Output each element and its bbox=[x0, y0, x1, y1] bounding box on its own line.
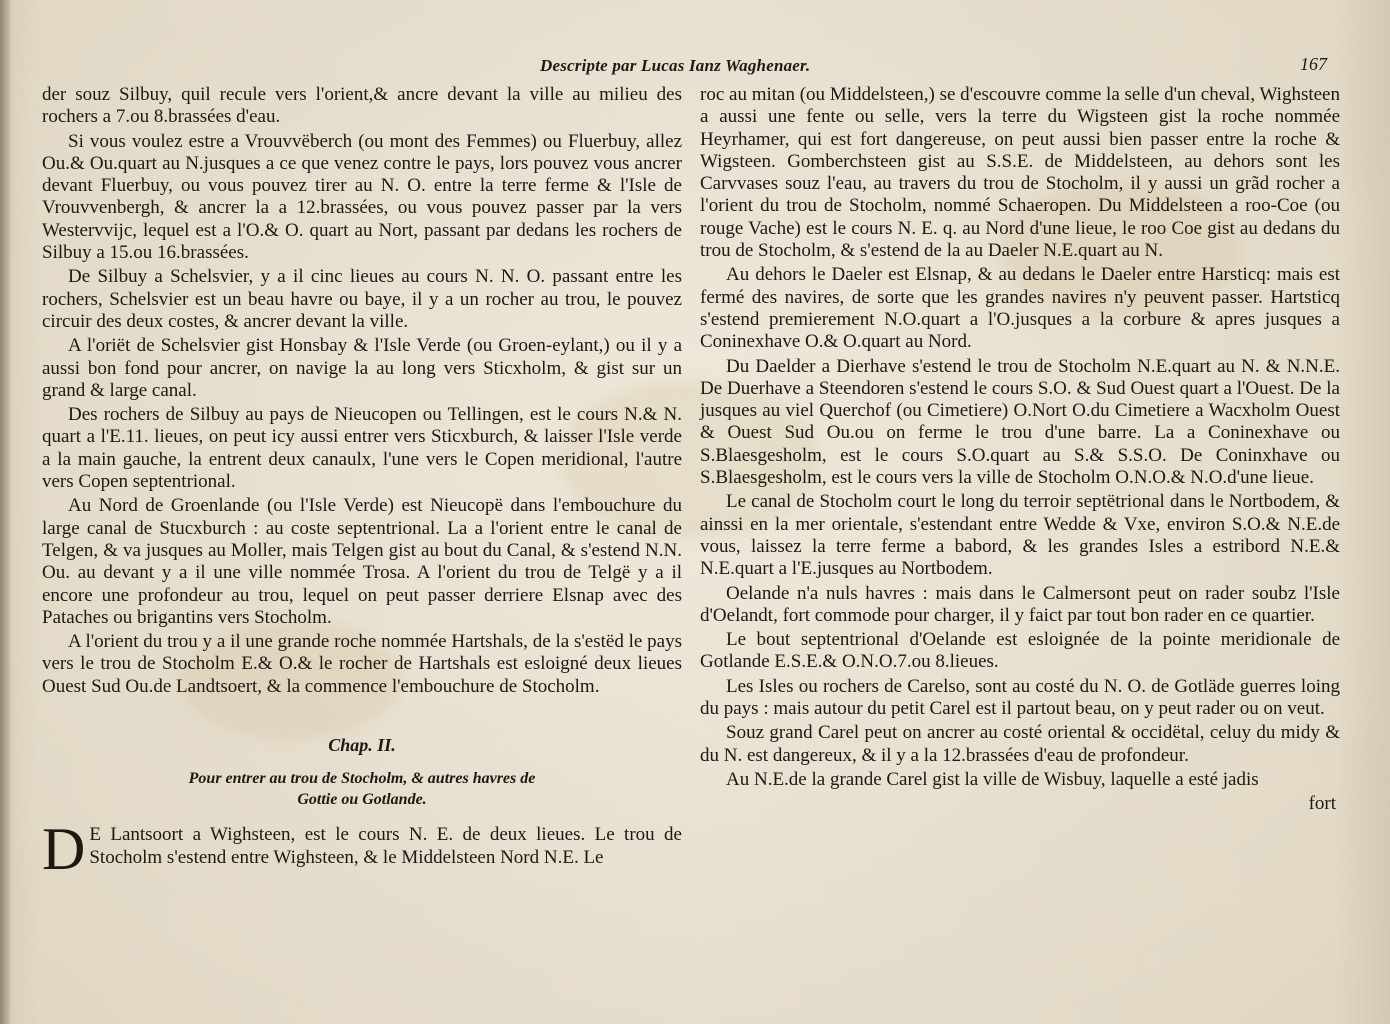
paragraph: Au N.E.de la grande Carel gist la ville de Wisbuy, laquelle a esté jadis bbox=[726, 768, 1259, 790]
paragraph: roc au mitan (ou Middelsteen,) se d'escouvre comme la selle d'un cheval, Wighsteen a aussi une fente ou selle, vers la terre du Wigsteen gist la roche nommée Heyrhamer, qui est fort dangereuse, on peut aussi bien passer entre la roche & Wigsteen. Gomberchsteen gist au S.S.E. de Middelsteen, au dehors sont les Carvvases souz l'eau, au travers du trou de Stocholm, il y aussi un grãd rocher a l'orient du trou de Stocholm, nommé Schaeropen. Du Middelsteen a roo-Coe (ou rouge Vache) est le cours N. E. q. au Nord d'une lieue, le roo Coe gist au dedans du trou de Stocholm, & s'estend de la au Daeler N.E.quart au N. bbox=[700, 84, 1340, 262]
left-column bbox=[42, 84, 682, 883]
paragraph: Le bout septentrional d'Oelande est esloignée de la pointe meridionale de Gotlande E.S.E.& O.N.O.7.ou 8.lieues. bbox=[700, 629, 1340, 673]
paragraph: Souz grand Carel peut on ancrer au costé oriental & occidëtal, celuy du midy & du N. est dangereux, & il y a la 12.brassées d'eau de profondeur. bbox=[700, 722, 1340, 766]
right-column bbox=[700, 84, 1340, 816]
chapter-subtitle-line: Pour entrer au trou de Stocholm, & autres havres de bbox=[188, 770, 536, 788]
chapter-subtitle-line: Gottie ou Gotlande. bbox=[297, 791, 427, 809]
page-gutter bbox=[0, 0, 10, 1024]
paragraph-text: E Lantsoort a Wighsteen, est le cours N. E. de deux lieues. Le trou de Stocholm s'estend entre Wighsteen, & le Middelsteen Nord N.E. Le bbox=[89, 824, 682, 868]
paragraph: Oelande n'a nuls havres : mais dans le Calmersont peut on rader soubz l'Isle d'Oelandt, fort commode pour charger, il y faict par tout bon rader en ce quartier. bbox=[700, 582, 1340, 626]
paragraph: Au dehors le Daeler est Elsnap, & au dedans le Daeler entre Harsticq: mais est fermé des navires, de sorte que les grandes navires n'y peuvent passer. Hartsticq s'estend premierement N.O.quart a l'O.jusques a la corbure & apres jusques a Coninexhave O.& O.quart au Nord. bbox=[700, 264, 1340, 353]
paragraph: Les Isles ou rochers de Carelso, sont au costé du N. O. de Gotläde guerres loing du pays : mais autour du petit Carel est il partout beau, on y peut rader ou on veut. bbox=[700, 675, 1340, 720]
paragraph: De Silbuy a Schelsvier, y a il cinc lieues au cours N. N. O. passant entre les rochers, Schelsvier est un beau havre ou baye, il y a un rocher au trou, le pouvez circuir des deux costes, & ancrer devant la ville. bbox=[42, 266, 682, 332]
paragraph: der souz Silbuy, quil recule vers l'orient,& ancre devant la ville au milieu des rochers a 7.ou 8.brassées d'eau. bbox=[42, 84, 682, 128]
paragraph: A l'oriët de Schelsvier gist Honsbay & l'Isle Verde (ou Groen-eylant,) ou il y a aussi bon fond pour ancrer, on navige la au long vers Sticxholm, & gist sur un grand & large canal. bbox=[42, 335, 682, 401]
running-head: Descripte par Lucas Ianz Waghenaer. bbox=[540, 56, 811, 75]
chapter-subtitle bbox=[42, 768, 682, 810]
chapter-heading: Chap. II. bbox=[328, 735, 396, 756]
drop-cap: D bbox=[42, 816, 86, 883]
paragraph: Du Daelder a Dierhave s'estend le trou de Stocholm N.E.quart au N. & N.N.E. De Duerhave a Steendoren s'estend le cours S.O. & Sud Ouest quart a l'Ouest. De la jusques au viel Querchof (ou Cimetiere) O.Nort O.du Cimetiere a Wacxholm Ouest & Ouest Sud Ou.ou on ferme le trou d'une barre. La a Coninexhave ou S.Blaesgesholm, est le cours S.O.quart au S.& S.S.O. De Coninxhave ou S.Blaesgesholm, est le cours vers la ville de Stocholm O.N.O.& N.O.d'une lieue. bbox=[700, 355, 1340, 489]
catchword: fort bbox=[1308, 793, 1336, 815]
paragraph: Le canal de Stocholm court le long du terroir septëtrional dans le Nortbodem, & ainssi en la mer orientale, s'estendant entre Wedde & Vxe, environ S.O.& N.E.de vous, laissez la terre ferme a babord, & les grandes Isles a estribord N.E.& N.E.quart a l'E.jusques au Nortbodem. bbox=[700, 491, 1340, 580]
paragraph: Au Nord de Groenlande (ou l'Isle Verde) est Nieucopë dans l'embouchure du large canal de Stucxburch : au coste septentrional. La a l'orient entre le canal de Telgen, & va jusques au Moller, mais Telgen gist au bout du Canal, & s'estend N.N. Ou. au devant y a il une ville nommée Trosa. A l'orient du trou de Telgë y a il encore une profondeur au trou, lequel on peut passer derriere Elsnap avec des Pataches ou brigantins vers Stocholm. bbox=[42, 495, 682, 628]
paragraph: Si vous voulez estre a Vrouvvëberch (ou mont des Femmes) ou Fluerbuy, allez Ou.& Ou.quart au N.jusques a ce que venez contre le pays, lors pouvez vous ancrer devant Fluerbuy, ou vous pouvez tirer au N. O. entre la terre ferme & l'Isle de Vrouvvenbergh, & ancrer la a 12.brassées, ou vous pouvez passer par la vers Westervvijc, lequel est a l'O.& O. quart au Nort, passant par dedans les rochers de Silbuy a 15.ou 16.brassées. bbox=[42, 130, 682, 264]
paragraph-with-initial bbox=[42, 816, 682, 883]
paragraph: Des rochers de Silbuy au pays de Nieucopen ou Tellingen, est le cours N.& N. quart a l'E.11. lieues, on peut icy aussi entrer vers Sticxburch, & laisser l'Isle verde a la main gauche, la entrent deux canaulx, l'une vers le Copen meridional, l'autre vers Copen septentrional. bbox=[42, 404, 682, 493]
paragraph: A l'orient du trou y a il une grande roche nommée Hartshals, de la s'estëd le pays vers le trou de Stocholm E.& O.& le rocher de Hartshals est esloigné deux lieues Ouest Sud Ou.de Landtsoert, & la commence l'embouchure de Stocholm. bbox=[42, 631, 682, 697]
page-number: 167 bbox=[1300, 54, 1327, 74]
